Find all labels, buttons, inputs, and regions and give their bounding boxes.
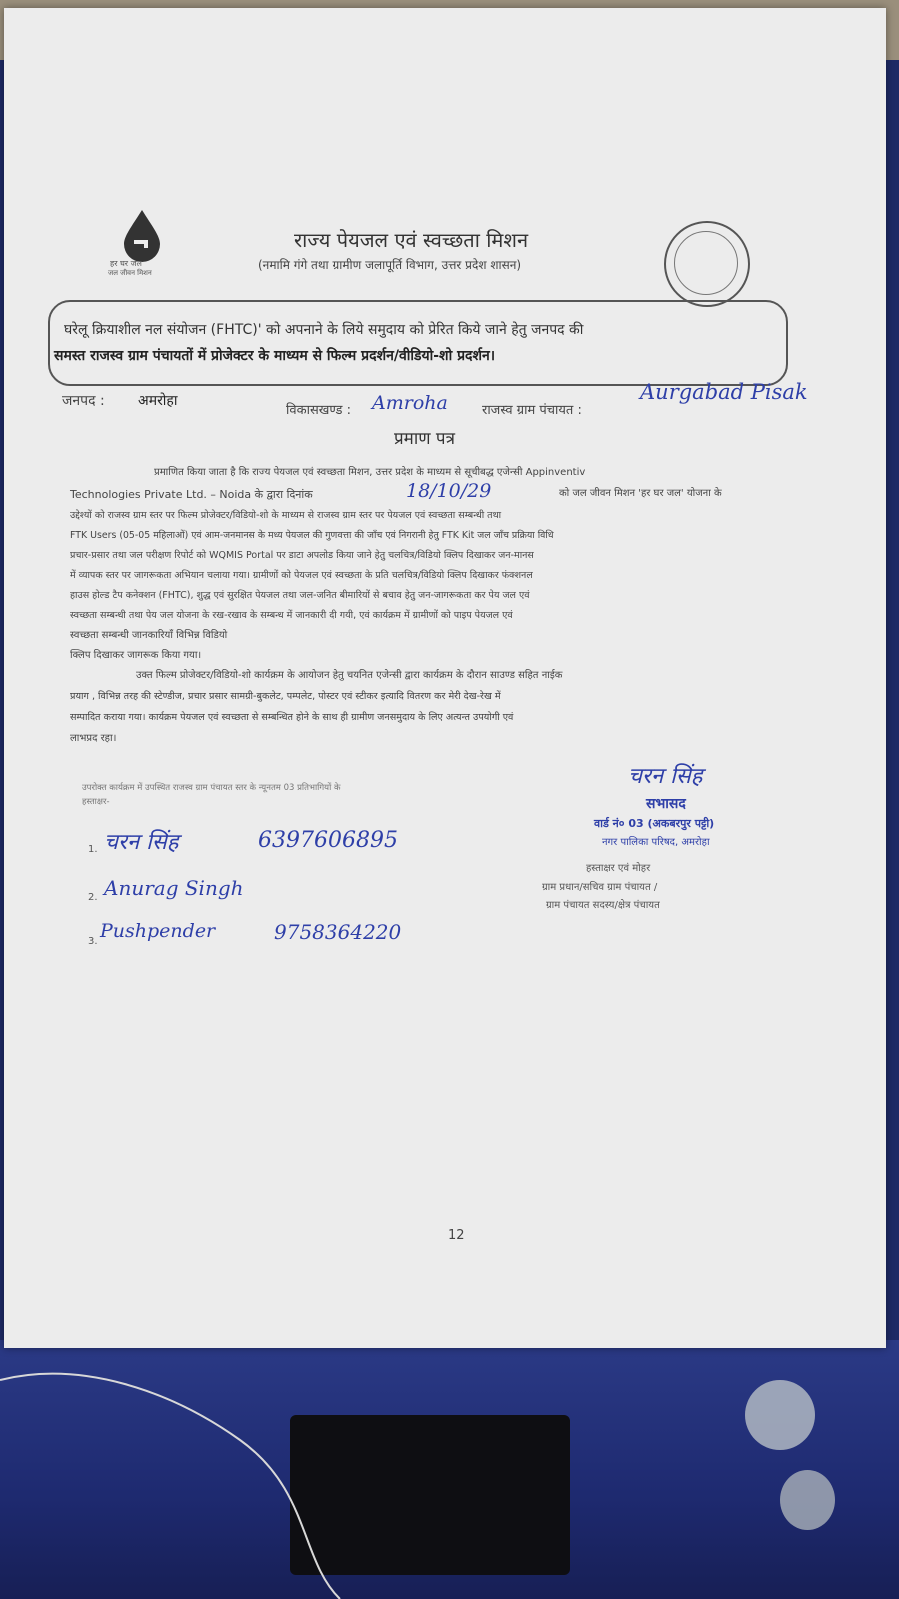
signatory-label: हस्ताक्षर एवं मोहर: [586, 863, 651, 874]
paragraph-2-line: सम्पादित कराया गया। कार्यक्रम पेयजल एवं स्वच्छता से सम्बन्धित होने के साथ ही ग्रामीण जनसमुदाय के लिए अत्यन्त उपयोगी एवं: [70, 712, 514, 723]
document-title: प्रमाण पत्र: [394, 429, 455, 449]
panchayat-value: Aurgabad Pisak: [640, 380, 808, 404]
stamp-title: सभासद: [646, 796, 686, 812]
participants-sign-label: हस्ताक्षर-: [82, 797, 110, 807]
paragraph-1-line: स्वच्छता सम्बन्धी तथा पेय जल योजना के रख-रखाव के सम्बन्ध में जानकारी दी गयी, एवं कार्यक्रम में ग्रामीणों को पाइप पेयजल एवं: [70, 610, 513, 621]
participant-number: 3.: [88, 936, 98, 947]
paragraph-1-line: उद्देश्यों को राजस्व ग्राम स्तर पर फिल्म प्रोजेक्टर/विडियो-शो के माध्यम से राजस्व ग्राम स्तर पर पेयजल एवं स्वच्छता सम्बन्धी तथा: [70, 510, 502, 521]
banner-line-1: घरेलू क्रियाशील नल संयोजन (FHTC)' को अपनाने के लिये समुदाय को प्रेरित किये जाने हेतु जनपद की: [64, 322, 584, 338]
stamp-line-1: वार्ड नं० 03 (अकबरपुर पट्टी): [594, 817, 715, 830]
logo-subtext: जल जीवन मिशन: [108, 269, 152, 277]
paragraph-2-line: लाभप्रद रहा।: [70, 733, 117, 744]
paragraph-1-line: हाउस होल्ड टैप कनेक्शन (FHTC), शुद्ध एवं सुरक्षित पेयजल तथा जल-जनित बीमारियों से बचाव हेतु जन-जागरूकता कर पेय जल एवं: [70, 590, 530, 601]
district-value: अमरोहा: [138, 393, 178, 409]
banner-line-2: समस्त राजस्व ग्राम पंचायतों में प्रोजेक्टर के माध्यम से फिल्म प्रदर्शन/वीडियो-शो प्रदर्शन।: [54, 348, 496, 364]
subtitle: (नमामि गंगे तथा ग्रामीण जलापूर्ति विभाग, उत्तर प्रदेश शासन): [258, 258, 522, 272]
participants-intro: उपरोक्त कार्यक्रम में उपस्थित राजस्व ग्राम पंचायत स्तर के न्यूनतम 03 प्रतिभागियों के: [82, 783, 341, 793]
program-banner: [48, 300, 788, 386]
paragraph-1-line: स्वच्छता सम्बन्धी जानकारियाँ विभिन्न विडियो: [70, 630, 228, 641]
participant-phone: 6397606895: [258, 828, 398, 853]
paragraph-2-line: प्रयाग , विभिन्न तरह की स्टेण्डीज, प्रचार प्रसार सामग्री-बुकलेट, पम्पलेट, पोस्टर एवं स्टीकर इत्यादि वितरण कर मेरी देख-रेख में: [70, 691, 501, 702]
participant-name: चरन सिंह: [104, 830, 179, 855]
water-drop-logo-icon: [120, 208, 164, 262]
stamp-line-2: नगर पालिका परिषद, अमरोहा: [602, 837, 710, 848]
participant-number: 1.: [88, 844, 98, 855]
district-label: जनपद :: [62, 393, 105, 409]
page-title: राज्य पेयजल एवं स्वच्छता मिशन: [294, 228, 529, 252]
panchayat-label: राजस्व ग्राम पंचायत :: [482, 403, 582, 418]
signatory-signature: चरन सिंह: [628, 764, 703, 789]
certificate-page: [4, 8, 886, 1348]
participant-name: Pushpender: [100, 920, 216, 942]
block-value: Amroha: [372, 392, 448, 414]
participant-number: 2.: [88, 892, 98, 903]
block-label: विकासखण्ड :: [286, 403, 352, 418]
date-value: 18/10/29: [406, 480, 492, 502]
participant-phone: 9758364220: [274, 920, 402, 944]
logo-text: हर घर जल: [110, 259, 142, 268]
paragraph-1-line: में व्यापक स्तर पर जागरूकता अभियान चलाया गया। ग्रामीणों को पेयजल एवं स्वच्छता के प्रति चलचित्र/विडियो क्लिप दिखाकर फंक्शनल: [70, 570, 533, 581]
signatory-label: ग्राम पंचायत सदस्य/क्षेत्र पंचायत: [546, 900, 660, 911]
up-government-seal-icon: [664, 221, 750, 307]
paragraph-1-line: Technologies Private Ltd. – Noida के द्वारा दिनांक: [70, 488, 313, 501]
signatory-label: ग्राम प्रधान/सचिव ग्राम पंचायत /: [542, 882, 658, 893]
page-number: 12: [448, 1228, 465, 1243]
paragraph-1-line: FTK Users (05-05 महिलाओं) एवं आम-जनमानस के मध्य पेयजल की गुणवत्ता की जाँच एवं निगरानी हेतु FTK Kit जल जाँच प्रक्रिया विधि: [70, 530, 554, 541]
paragraph-1-line: क्लिप दिखाकर जागरूक किया गया।: [70, 650, 202, 661]
paragraph-1-line: को जल जीवन मिशन 'हर घर जल' योजना के: [559, 488, 722, 499]
paragraph-2-line: उक्त फिल्म प्रोजेक्टर/विडियो-शो कार्यक्रम के आयोजन हेतु चयनित एजेन्सी द्वारा कार्यक्रम के दौरान साउण्ड सहित नाईक: [136, 670, 563, 681]
paragraph-1-line: प्रचार-प्रसार तथा जल परीक्षण रिपोर्ट को WQMIS Portal पर डाटा अपलोड किया जाने हेतु चलचित्र/विडियो क्लिप दिखाकर जन-मानस: [70, 550, 534, 561]
participant-name: Anurag Singh: [104, 876, 244, 900]
paragraph-1-line: प्रमाणित किया जाता है कि राज्य पेयजल एवं स्वच्छता मिशन, उत्तर प्रदेश के माध्यम से सूचीबद्ध एजेन्सी Appinventiv: [154, 467, 586, 478]
